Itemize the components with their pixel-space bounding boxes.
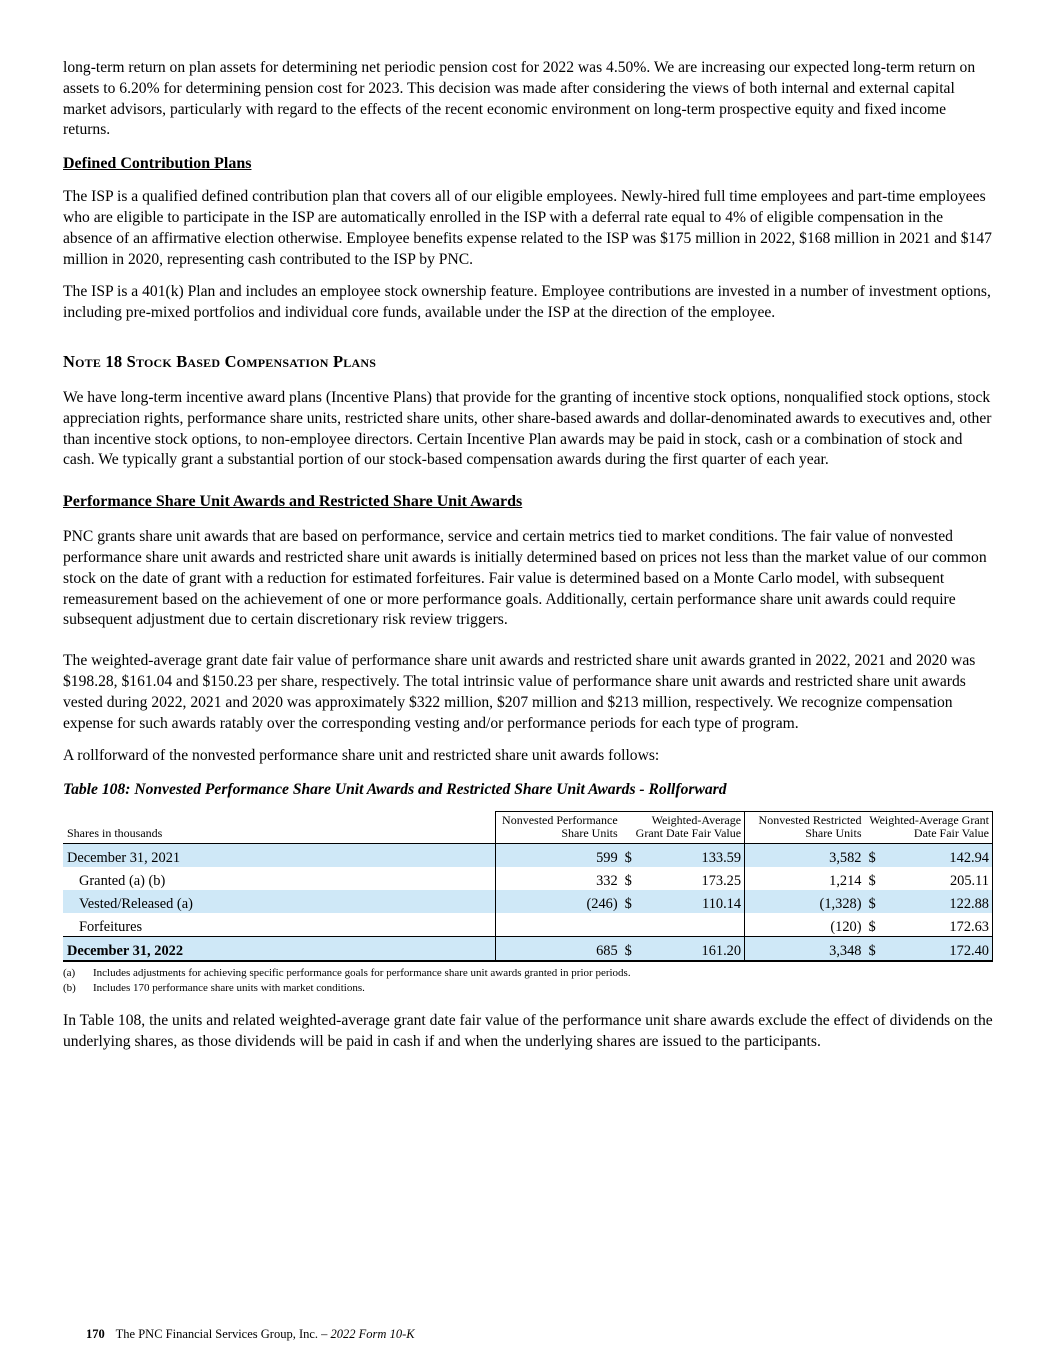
dollar-sign: $	[868, 919, 876, 936]
psu-units-cell: 599	[496, 844, 621, 868]
row-label: Granted (a) (b)	[79, 873, 166, 890]
defined-contribution-heading: Defined Contribution Plans	[63, 155, 252, 173]
footer-company: The PNC Financial Services Group, Inc. –	[115, 1327, 328, 1341]
header-psu-weighted-average: Weighted-Average Grant Date Fair Value	[621, 812, 745, 844]
note-18-title: Note 18 Stock Based Compensation Plans	[63, 351, 377, 371]
row-label: Vested/Released (a)	[63, 890, 496, 913]
footnote-key: (a)	[63, 967, 76, 980]
psu-paragraph-3: A rollforward of the nonvested performance share unit and restricted share unit awards follows:	[63, 747, 660, 765]
psu-wa-cell: 161.20	[643, 937, 745, 962]
table-row	[63, 890, 993, 913]
rollforward-table	[63, 811, 993, 962]
psu-units-cell: (246)	[496, 890, 621, 913]
footnote-text: Includes adjustments for achieving specific performance goals for performance share unit awards granted in prior periods.	[93, 967, 631, 980]
psu-wa-cell: 173.25	[701, 873, 742, 890]
psu-heading: Performance Share Unit Awards and Restricted Share Unit Awards	[63, 493, 523, 511]
after-table-paragraph: In Table 108, the units and related weighted-average grant date fair value of the performance unit share awards exclude the effect of dividends on the underlying shares, as those dividends will be paid in cash if and when the underlying shares are issued to the participants.	[63, 1012, 993, 1050]
dollar-sign: $	[868, 873, 876, 890]
dc-paragraph-1: The ISP is a qualified defined contribution plan that covers all of our eligible employees. Newly-hired full time employees and part-time employees who are eligible to participate in the ISP are automatically enrolled in the ISP with a deferral rate equal to 4% of eligible compensation in the absence of an affirmative election otherwise. Employee benefits expense related to the ISP was $175 million in 2022, $168 million in 2021 and $147 million in 2020, representing cash contributed to the ISP by PNC.	[63, 188, 992, 268]
row-label: Forfeitures	[79, 919, 143, 936]
psu-paragraph-1: PNC grants share unit awards that are based on performance, service and certain metrics tied to market conditions. The fair value of nonvested performance share unit awards and restricted share unit awards is initially determined based on prices not less than the market value of our common stock on the date of grant with a reduction for estimated forfeitures. Fair value is determined based on a Monte Carlo model, with subsequent remeasurement based on the achievement of one or more performance goals. Additionally, certain performance share unit awards could require subsequent adjustment due to certain discretionary risk review triggers.	[63, 528, 987, 629]
note-paragraph-1: We have long-term incentive award plans (Incentive Plans) that provide for the granting of incentive stock options, nonqualified stock options, stock appreciation rights, performance share units, restricted share units, other share-based awards and dollar-denominated awards to executives and, other than incentive stock options, to non-employee directors. Certain Incentive Plan awards may be paid in stock, cash or a combination of stock and cash. We typically grant a substantial portion of our stock-based compensation awards during the first quarter of each year.	[63, 388, 992, 469]
psu-units-cell: 685	[496, 937, 621, 962]
rsu-wa-cell: 205.11	[887, 867, 993, 890]
rsu-wa-cell: 172.63	[887, 913, 993, 937]
footnote	[63, 966, 993, 981]
table-title: Table 108: Nonvested Performance Share Unit Awards and Restricted Share Unit Awards - Rollforward	[63, 781, 727, 799]
rsu-wa-cell: 122.88	[887, 890, 993, 913]
document-page	[63, 58, 993, 1053]
dollar-sign: $	[621, 937, 643, 962]
psu-wa-cell: 133.59	[643, 844, 745, 868]
dollar-sign: $	[624, 873, 632, 890]
table-row	[63, 867, 993, 890]
footnote-text: Includes 170 performance share units with market conditions.	[93, 982, 365, 995]
dollar-sign: $	[865, 844, 887, 868]
row-label: December 31, 2021	[63, 844, 496, 868]
rsu-units-cell: (120)	[745, 913, 865, 937]
header-shares-in-thousands: Shares in thousands	[63, 812, 496, 844]
dc-paragraph-2: The ISP is a 401(k) Plan and includes an employee stock ownership feature. Employee contributions are invested in a number of investment options, including pre-mixed portfolios and individual core funds, available under the ISP at the direction of the employee.	[63, 283, 991, 322]
dollar-sign: $	[621, 890, 643, 913]
psu-wa-cell: 110.14	[643, 890, 745, 913]
table-row	[63, 913, 993, 937]
dollar-sign	[621, 913, 643, 937]
rsu-wa-cell: 172.40	[887, 937, 993, 962]
dollar-sign: $	[865, 937, 887, 962]
page-footer	[86, 1327, 415, 1342]
table-row	[63, 844, 993, 868]
footnote	[63, 981, 993, 996]
dollar-sign: $	[865, 890, 887, 913]
rsu-wa-cell: 142.94	[887, 844, 993, 868]
page-number: 170	[86, 1327, 105, 1341]
psu-units-cell: 332	[496, 867, 621, 890]
dollar-sign: $	[621, 844, 643, 868]
rsu-units-cell: 1,214	[745, 867, 865, 890]
psu-wa-cell	[643, 913, 745, 937]
psu-units-cell	[496, 913, 621, 937]
rsu-units-cell: (1,328)	[745, 890, 865, 913]
row-label: December 31, 2022	[63, 937, 496, 962]
table-total-row	[63, 937, 993, 962]
psu-paragraph-2: The weighted-average grant date fair value of performance share unit awards and restricted share unit awards granted in 2022, 2021 and 2020 was $198.28, $161.04 and $150.23 per share, respectively. The total intrinsic value of performance share unit awards and restricted share unit awards vested during 2022, 2021 and 2020 was approximately $322 million, $207 million and $213 million, respectively. We recognize compensation expense for such awards ratably over the corresponding vesting and/or performance periods for each type of program.	[63, 652, 976, 732]
rsu-units-cell: 3,582	[745, 844, 865, 868]
rsu-units-cell: 3,348	[745, 937, 865, 962]
table-header-row	[63, 812, 993, 844]
header-rsu-weighted-average: Weighted-Average Grant Date Fair Value	[865, 812, 993, 844]
footnote-key: (b)	[63, 982, 76, 995]
footer-form: 2022 Form 10-K	[330, 1327, 415, 1341]
table-footnotes	[63, 966, 993, 996]
header-rsu-units: Nonvested Restricted Share Units	[745, 812, 865, 844]
intro-paragraph: long-term return on plan assets for determining net periodic pension cost for 2022 was 4.50%. We are increasing our expected long-term return on assets to 6.20% for determining pension cost for 2023. This decision was made after considering the views of both internal and external capital market advisors, particularly with regard to the effects of the recent economic environment on long-term prospective equity and fixed income returns.	[63, 59, 976, 139]
header-psu-units: Nonvested Performance Share Units	[496, 812, 621, 844]
